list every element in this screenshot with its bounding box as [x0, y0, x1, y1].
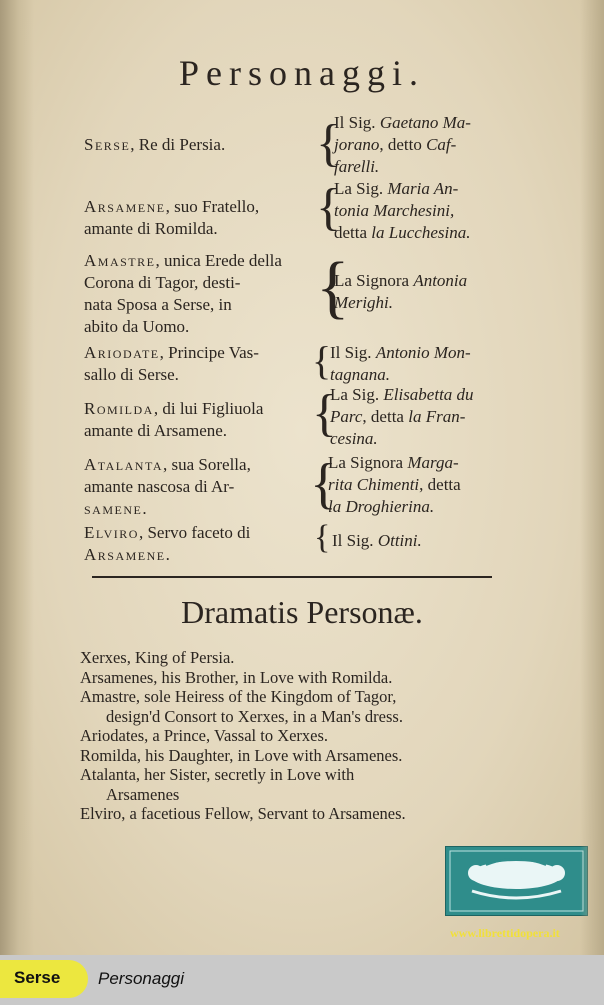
role-romilda: Romilda, di lui Figliuola amante di Arsamene.: [84, 399, 264, 440]
brace-icon: {: [312, 338, 332, 383]
english-line: Arsamenes, his Brother, in Love with Romilda.: [80, 667, 393, 687]
site-url-link[interactable]: www.librettidopera.it: [450, 926, 560, 940]
brace-icon: {: [314, 519, 331, 556]
singer-elviro: Il Sig. Ottini.: [332, 531, 422, 550]
english-line: Romilda, his Daughter, in Love with Arsamenes.: [80, 745, 403, 765]
brace-icon: {: [316, 249, 350, 326]
dramatis-title: Dramatis Personæ.: [181, 594, 423, 630]
putti-emblem-icon: [446, 847, 587, 915]
brace-icon: {: [316, 115, 341, 172]
english-line: Ariodates, a Prince, Vassal to Xerxes.: [80, 726, 329, 745]
english-line: Xerxes, King of Persia.: [80, 648, 235, 667]
singer-romilda: La Sig. Elisabetta du Parc, detta la Fran- cesina.: [330, 385, 474, 448]
site-logo[interactable]: [445, 846, 588, 916]
cast-row-serse: [84, 110, 524, 180]
section-title: Personaggi: [98, 969, 185, 988]
cast-row-atalanta: [84, 452, 524, 518]
english-line: design'd Consort to Xerxes, in a Man's dress.: [106, 706, 403, 726]
english-cast-list: [80, 648, 520, 824]
singer-arsamene: La Sig. Maria An- tonia Marchesini, detta la Lucchesina.: [334, 179, 471, 242]
cast-row-arsamene: [84, 178, 524, 246]
cast-row-amastre: [84, 248, 524, 340]
footer-bar: [0, 955, 604, 1005]
singer-amastre: La Signora Antonia Merighi.: [334, 271, 468, 312]
singer-ariodate: Il Sig. Antonio Mon- tagnana.: [330, 343, 471, 384]
singer-serse: Il Sig. Gaetano Ma- jorano, detto Caf- farelli.: [334, 113, 471, 176]
cast-row-romilda: [84, 384, 524, 452]
english-line: Elviro, a facetious Fellow, Servant to Arsamenes.: [80, 804, 406, 823]
role-ariodate: Ariodate, Principe Vas- sallo di Serse.: [84, 343, 259, 384]
singer-atalanta: La Signora Marga- rita Chimenti, detta la Droghierina.: [328, 453, 461, 516]
brace-icon: {: [312, 385, 337, 442]
role-serse: Serse, Re di Persia.: [84, 135, 226, 154]
role-atalanta: Atalanta, sua Sorella, amante nascosa di Ar- samene.: [84, 455, 251, 518]
cast-row-ariodate: [84, 340, 524, 390]
role-arsamene: Arsamene, suo Fratello, amante di Romilda.: [84, 197, 260, 238]
role-amastre: Amastre, unica Erede della Corona di Tagor, desti- nata Sposa a Serse, in abito da Uomo.: [84, 251, 282, 336]
cast-row-elviro: [84, 520, 524, 566]
brace-icon: {: [316, 179, 341, 236]
english-line: Atalanta, her Sister, secretly in Love with: [80, 765, 355, 784]
english-line: Amastre, sole Heiress of the Kingdom of Tagor,: [80, 687, 397, 706]
english-line: Arsamenes: [106, 784, 180, 804]
page-title: Personaggi.: [179, 53, 425, 93]
role-elviro: Elviro, Servo faceto di Arsamene.: [84, 523, 251, 564]
opera-title[interactable]: Serse: [14, 968, 61, 987]
brace-icon: {: [310, 453, 337, 515]
section-divider: [92, 576, 492, 578]
